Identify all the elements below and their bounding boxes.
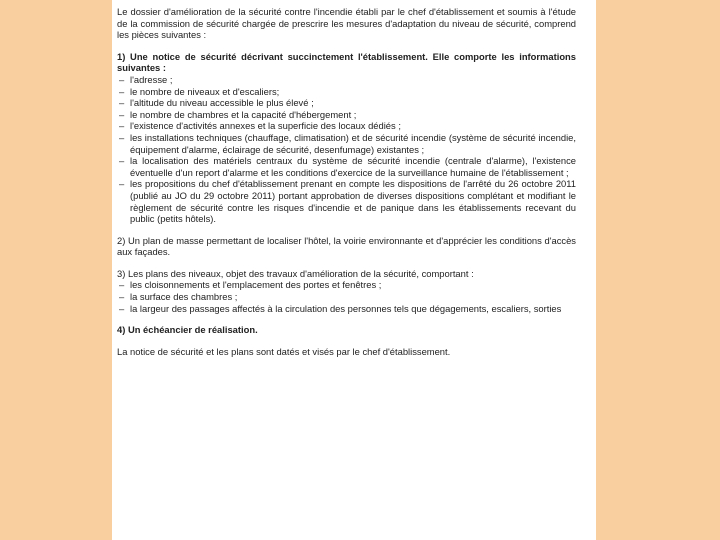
intro-paragraph: Le dossier d'amélioration de la sécurité contre l'incendie établi par le chef d'établissement et soumis à l'étude de la commission de sécurité chargée de prescrire les mesures d'adaptation du niveau de sécurité, comprend les pièces suivantes : xyxy=(117,6,576,41)
closing-paragraph: La notice de sécurité et les plans sont datés et visés par le chef d'établissement. xyxy=(117,345,451,357)
list-item: – les propositions du chef d'établissement prenant en compte les dispositions de l'arrêté du 26 octobre 2011 (publié au JO du 29 octobre 2011) portant approbation de diverses dispositions complétant et modifiant le règlement de sécurité contre les risques d'incendie et de panique dans les établissements recevant du public (petits hôtels). xyxy=(117,178,576,224)
section-4-paragraph: 4) Un échéancier de réalisation. xyxy=(117,324,258,336)
section-3-list xyxy=(117,279,576,314)
section-1-list xyxy=(117,74,576,225)
list-item: – les cloisonnements et l'emplacement des portes et fenêtres ; xyxy=(117,279,576,291)
list-item: – l'adresse ; xyxy=(117,74,576,86)
list-item: – la surface des chambres ; xyxy=(117,291,576,303)
list-item: – le nombre de chambres et la capacité d'hébergement ; xyxy=(117,109,576,121)
list-item: – le nombre de niveaux et d'escaliers; xyxy=(117,86,576,98)
list-item: – les installations techniques (chauffage, climatisation) et de sécurité incendie (système de sécurité incendie, équipement d'alarme, éclairage de sécurité, desenfumage) existantes ; xyxy=(117,132,576,155)
list-item: – l'altitude du niveau accessible le plus élevé ; xyxy=(117,97,576,109)
section-1-heading: 1) Une notice de sécurité décrivant succinctement l'établissement. Elle comporte les informations suivantes : xyxy=(117,50,576,74)
section-3-heading: 3) Les plans des niveaux, objet des travaux d'amélioration de la sécurité, comportant : xyxy=(117,267,474,279)
scanned-document-page xyxy=(112,0,596,540)
list-item: – la largeur des passages affectés à la circulation des personnes tels que dégagements, escaliers, sorties xyxy=(117,303,576,315)
section-2-paragraph: 2) Un plan de masse permettant de localiser l'hôtel, la voirie environnante et d'apprécier les conditions d'accès aux façades. xyxy=(117,234,576,258)
list-item: – la localisation des matériels centraux du système de sécurité incendie (centrale d'alarme), l'existence éventuelle d'un report d'alarme et les conditions d'exercice de la surveillance humaine de l'établissement ; xyxy=(117,155,576,178)
list-item: – l'existence d'activités annexes et la superficie des locaux dédiés ; xyxy=(117,120,576,132)
